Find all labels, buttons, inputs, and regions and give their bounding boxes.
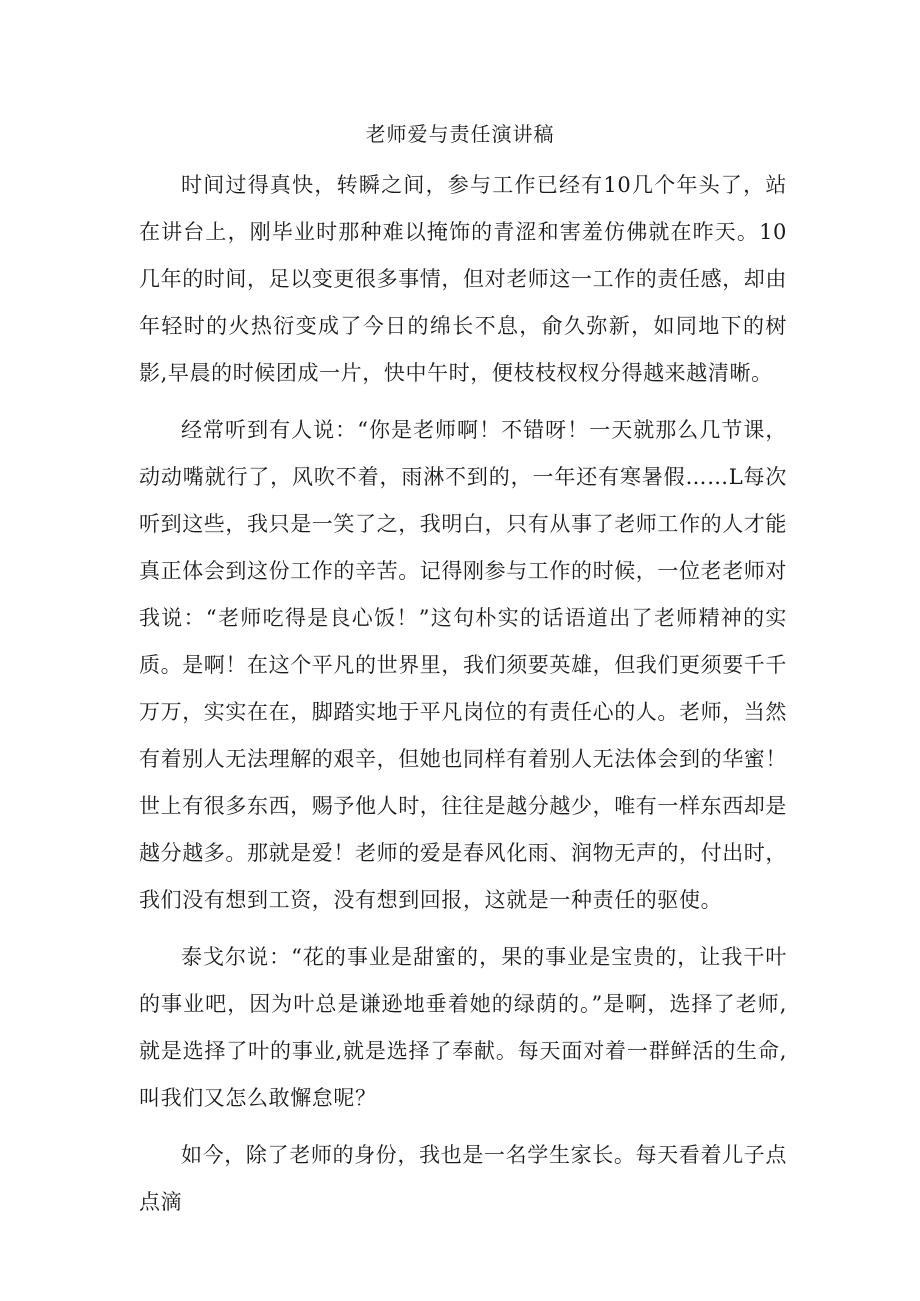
document-body xyxy=(139,162,787,1226)
document-title: 老师爱与责任演讲稿 xyxy=(365,122,555,146)
paragraph-4: 如今，除了老师的身份，我也是一名学生家长。每天看着儿子点点滴 xyxy=(139,1143,787,1214)
paragraph-2: 经常听到有人说：“你是老师啊！不错呀！一天就那么几节课，动动嘴就行了，风吹不着，雨淋不到的，一年还有寒暑假……L每次听到这些，我只是一笑了之，我明白，只有从事了老师工作的人才能真正体会到这份工作的辛苦。记得刚参与工作的时候，一位老老师对我说：“老师吃得是良心饭！”这句朴实的话语道出了老师精神的实质。是啊！在这个平凡的世界里，我们须要英雄，但我们更须要千千万万，实实在在，脚踏实地于平凡岗位的有责任心的人。老师，当然有着别人无法理解的艰辛，但她也同样有着别人无法体会到的华蜜！世上有很多东西，赐予他人时，往往是越分越少，唯有一样东西却是越分越多。那就是爱！老师的爱是春风化雨、润物无声的，付出时，我们没有想到工资，没有想到回报，这就是一种责任的驱使。 xyxy=(139,418,787,912)
paragraph-3: 泰戈尔说：“花的事业是甜蜜的，果的事业是宝贵的，让我干叶的事业吧，因为叶总是谦逊地垂着她的绿荫的。”是啊，选择了老师,就是选择了叶的事业,就是选择了奉献。每天面对着一群鲜活的生命,叫我们又怎么敢懈怠呢？ xyxy=(139,945,787,1110)
paragraph-1: 时间过得真快，转瞬之间，参与工作已经有10几个年头了，站在讲台上，刚毕业时那种难以掩饰的青涩和害羞仿佛就在昨天。10几年的时间，足以变更很多事情，但对老师这一工作的责任感，却由年轻时的火热衍变成了今日的绵长不息，俞久弥新，如同地下的树影,早晨的时候团成一片，快中午时，便枝枝杈杈分得越来越清晰。 xyxy=(139,173,787,385)
